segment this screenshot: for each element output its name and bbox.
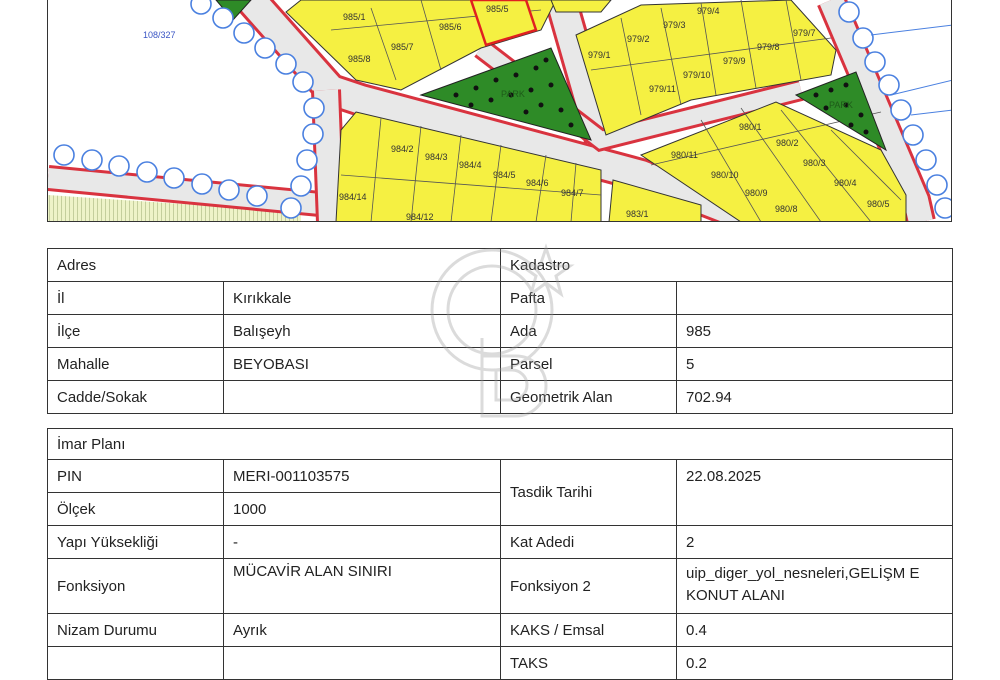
svg-text:979/11: 979/11 — [649, 84, 676, 94]
svg-text:980/10: 980/10 — [711, 170, 739, 180]
svg-text:980/8: 980/8 — [775, 204, 798, 214]
sheet-label: Pafta — [501, 282, 677, 315]
svg-text:979/10: 979/10 — [683, 70, 711, 80]
province-value: Kırıkkale — [224, 282, 501, 315]
order-label: Nizam Durumu — [48, 614, 224, 647]
scale-label: Ölçek — [48, 493, 224, 526]
street-label: Cadde/Sokak — [48, 381, 224, 414]
order-value: Ayrık — [224, 614, 501, 647]
table-row — [48, 348, 953, 381]
address-cadastre-table — [47, 248, 953, 414]
approval-date-value: 22.08.2025 — [677, 460, 953, 526]
building-height-value: - — [224, 526, 501, 559]
zoning-plan-table — [47, 428, 953, 680]
neighborhood-value: BEYOBASI — [224, 348, 501, 381]
address-header: Adres — [48, 249, 501, 282]
svg-text:984/4: 984/4 — [459, 160, 482, 170]
zoning-map-drawing — [48, 0, 952, 222]
svg-text:979/7: 979/7 — [793, 28, 816, 38]
street-value — [224, 381, 501, 414]
svg-text:979/3: 979/3 — [663, 20, 686, 30]
table-row — [48, 460, 953, 493]
taks-label: TAKS — [501, 647, 677, 680]
svg-text:984/6: 984/6 — [526, 178, 549, 188]
scale-value: 1000 — [224, 493, 501, 526]
floor-count-value: 2 — [677, 526, 953, 559]
table-row — [48, 315, 953, 348]
block-label: Ada — [501, 315, 677, 348]
table-row — [48, 647, 953, 680]
table-row — [48, 526, 953, 559]
function2-value: uip_diger_yol_nesneleri,GELİŞM E KONUT ALANI — [677, 559, 953, 614]
kaks-label: KAKS / Emsal — [501, 614, 677, 647]
svg-text:980/5: 980/5 — [867, 199, 890, 209]
svg-text:985/7: 985/7 — [391, 42, 414, 52]
svg-text:980/3: 980/3 — [803, 158, 826, 168]
svg-text:979/9: 979/9 — [723, 56, 746, 66]
zoning-header: İmar Planı — [48, 429, 953, 460]
floor-count-label: Kat Adedi — [501, 526, 677, 559]
svg-text:980/1: 980/1 — [739, 122, 762, 132]
svg-text:984/12: 984/12 — [406, 212, 434, 222]
table-row — [48, 282, 953, 315]
svg-text:985/6: 985/6 — [439, 22, 462, 32]
empty-value — [224, 647, 501, 680]
parcel-label: Parsel — [501, 348, 677, 381]
block-value: 985 — [677, 315, 953, 348]
area-value: 702.94 — [677, 381, 953, 414]
svg-text:984/7: 984/7 — [561, 188, 584, 198]
table-row — [48, 614, 953, 647]
svg-text:PARK: PARK — [501, 89, 525, 99]
svg-text:PARK: PARK — [829, 100, 853, 110]
svg-text:984/5: 984/5 — [493, 170, 516, 180]
empty-label — [48, 647, 224, 680]
approval-date-label: Tasdik Tarihi — [501, 460, 677, 526]
sheet-value — [677, 282, 953, 315]
svg-text:985/8: 985/8 — [348, 54, 371, 64]
district-label: İlçe — [48, 315, 224, 348]
pin-label: PIN — [48, 460, 224, 493]
building-height-label: Yapı Yüksekliği — [48, 526, 224, 559]
svg-text:980/9: 980/9 — [745, 188, 768, 198]
neighborhood-label: Mahalle — [48, 348, 224, 381]
province-label: İl — [48, 282, 224, 315]
table-row — [48, 381, 953, 414]
table-row — [48, 559, 953, 614]
svg-text:980/4: 980/4 — [834, 178, 857, 188]
svg-text:979/1: 979/1 — [588, 50, 611, 60]
svg-text:980/2: 980/2 — [776, 138, 799, 148]
svg-text:979/8: 979/8 — [757, 42, 780, 52]
svg-text:980/11: 980/11 — [671, 150, 698, 160]
svg-text:985/1: 985/1 — [343, 12, 366, 22]
cadastre-header: Kadastro — [501, 249, 953, 282]
taks-value: 0.2 — [677, 647, 953, 680]
district-value: Balışeyh — [224, 315, 501, 348]
svg-text:984/3: 984/3 — [425, 152, 448, 162]
zoning-map — [47, 0, 952, 222]
svg-text:983/1: 983/1 — [626, 209, 649, 219]
ref-label: 108/327 — [143, 30, 176, 40]
svg-text:985/5: 985/5 — [486, 4, 509, 14]
svg-text:984/2: 984/2 — [391, 144, 414, 154]
area-label: Geometrik Alan — [501, 381, 677, 414]
function-value: MÜCAVİR ALAN SINIRI — [224, 559, 501, 614]
function2-label: Fonksiyon 2 — [501, 559, 677, 614]
pin-value: MERI-001103575 — [224, 460, 501, 493]
parcel-value: 5 — [677, 348, 953, 381]
svg-text:979/4: 979/4 — [697, 6, 720, 16]
function-label: Fonksiyon — [48, 559, 224, 614]
svg-text:979/2: 979/2 — [627, 34, 650, 44]
kaks-value: 0.4 — [677, 614, 953, 647]
svg-text:984/14: 984/14 — [339, 192, 367, 202]
